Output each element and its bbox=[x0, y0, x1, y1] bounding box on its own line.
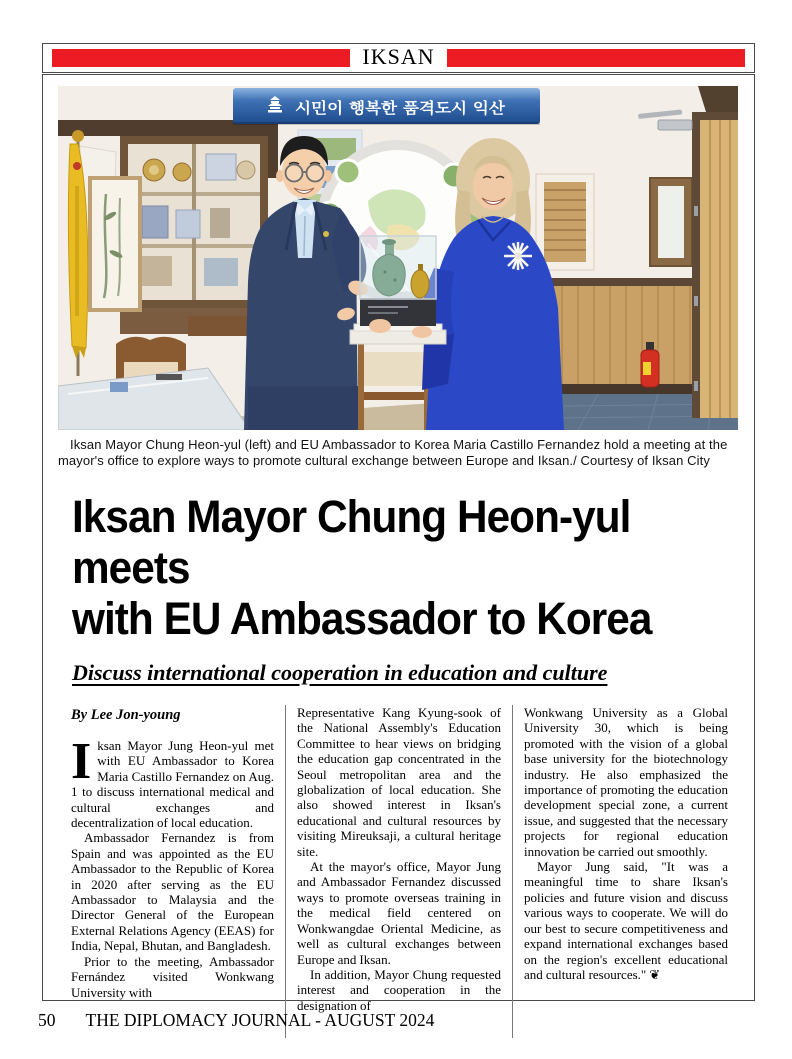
header-red-bar-right bbox=[447, 49, 745, 67]
section-title: IKSAN bbox=[362, 44, 435, 69]
article-paragraph: Representative Kang Kyung-sook of the National Assembly's Education Committee to hear views on bridging the education gap concentrated in the Seoul metropolitan area and the globalization of local education. She also showed interest in Iksan's educational and cultural resources by visiting Mireuksaji, a cultural heritage site. bbox=[297, 705, 501, 859]
article-paragraph: In addition, Mayor Chung requested interest and cooperation in the designation of bbox=[297, 966, 501, 1013]
article-paragraph: Prior to the meeting, Ambassador Fernández visited Wonkwang University with bbox=[71, 953, 274, 1000]
subheadline: Discuss international cooperation in education and culture bbox=[72, 660, 608, 685]
column-2-paragraphs bbox=[297, 705, 501, 1013]
end-mark-icon: ❦ bbox=[649, 967, 661, 983]
column-1-paragraphs bbox=[71, 733, 274, 1000]
meeting-photo bbox=[58, 86, 738, 430]
drop-cap: I bbox=[71, 733, 92, 790]
gift-case bbox=[350, 236, 446, 344]
banner-text: 시민이 행복한 품격도시 익산 bbox=[295, 99, 506, 117]
headline bbox=[72, 491, 699, 644]
article-columns bbox=[58, 705, 739, 1038]
header-red-bar-left bbox=[52, 49, 350, 67]
headline-line-1: Iksan Mayor Chung Heon-yul meets bbox=[72, 491, 631, 593]
byline: By Lee Jon-young bbox=[71, 707, 181, 723]
page-footer bbox=[38, 1010, 434, 1031]
headline-line-2: with EU Ambassador to Korea bbox=[72, 593, 652, 644]
article-paragraph: Ambassador Fernandez is from Spain and was appointed as the EU Ambassador to the Republic of Korea in 2020 after serving as the EU Ambassador to Malaysia and the Director General of the European External Relations Agency (EEAS) for India, Nepal, Bhutan, and Bangladesh. bbox=[71, 830, 274, 954]
article-column-2 bbox=[285, 705, 512, 1038]
ambassador-hand bbox=[369, 319, 391, 333]
section-header bbox=[42, 43, 755, 73]
article-paragraph: Wonkwang University as a Global University 30, which is being promoted with the vision of a global base university for the biotechnology industry. He also emphasized the importance of promoting the education development special zone, a current issue, and suggested that the necessary projects for regional education innovation be carried out smoothly. bbox=[524, 705, 728, 859]
article-column-1 bbox=[58, 705, 285, 1038]
article-column-3 bbox=[512, 705, 739, 1038]
wall-mirror bbox=[650, 178, 692, 266]
article-container bbox=[42, 74, 755, 1013]
column-3-paragraphs bbox=[524, 705, 728, 983]
awards-cabinet bbox=[120, 136, 268, 334]
lapel-badge bbox=[323, 231, 329, 237]
journal-name: THE DIPLOMACY JOURNAL - AUGUST 2024 bbox=[85, 1010, 435, 1030]
photo-illustration bbox=[58, 86, 738, 430]
wall-shutter bbox=[536, 174, 594, 270]
article-paragraph: At the mayor's office, Mayor Jung and Ambassador Fernandez discussed ways to promote overseas training in the medical field centered on Wonkwangdae Oriental Medicine, as well as cultural exchanges between Europe and Iksan. bbox=[297, 859, 501, 967]
page-number: 50 bbox=[38, 1010, 56, 1030]
photo-caption: Iksan Mayor Chung Heon-yul (left) and EU Ambassador to Korea Maria Castillo Fernandez hold a meeting at the mayor's office to explore ways to promote cultural exchange between Europe and Iksan./ Courtesy of Iksan City bbox=[58, 437, 728, 468]
article-paragraph: Iksan Mayor Jung Heon-yul met with EU Ambassador to Korea Maria Castillo Fernandez on Aug. 1 to discuss international medical and cultural exchanges and decentralization of local education. bbox=[71, 733, 274, 831]
framed-artwork bbox=[90, 178, 140, 310]
flower-brooch bbox=[504, 242, 532, 270]
article-paragraph: Mayor Jung said, "It was a meaningful time to share Iksan's policies and future vision and discuss various ways to cooperate. We will do our best to secure competitiveness and expand international exchanges based on the region's excellent educational and cultural resources." ❦ bbox=[524, 859, 728, 983]
office-banner bbox=[233, 88, 540, 125]
